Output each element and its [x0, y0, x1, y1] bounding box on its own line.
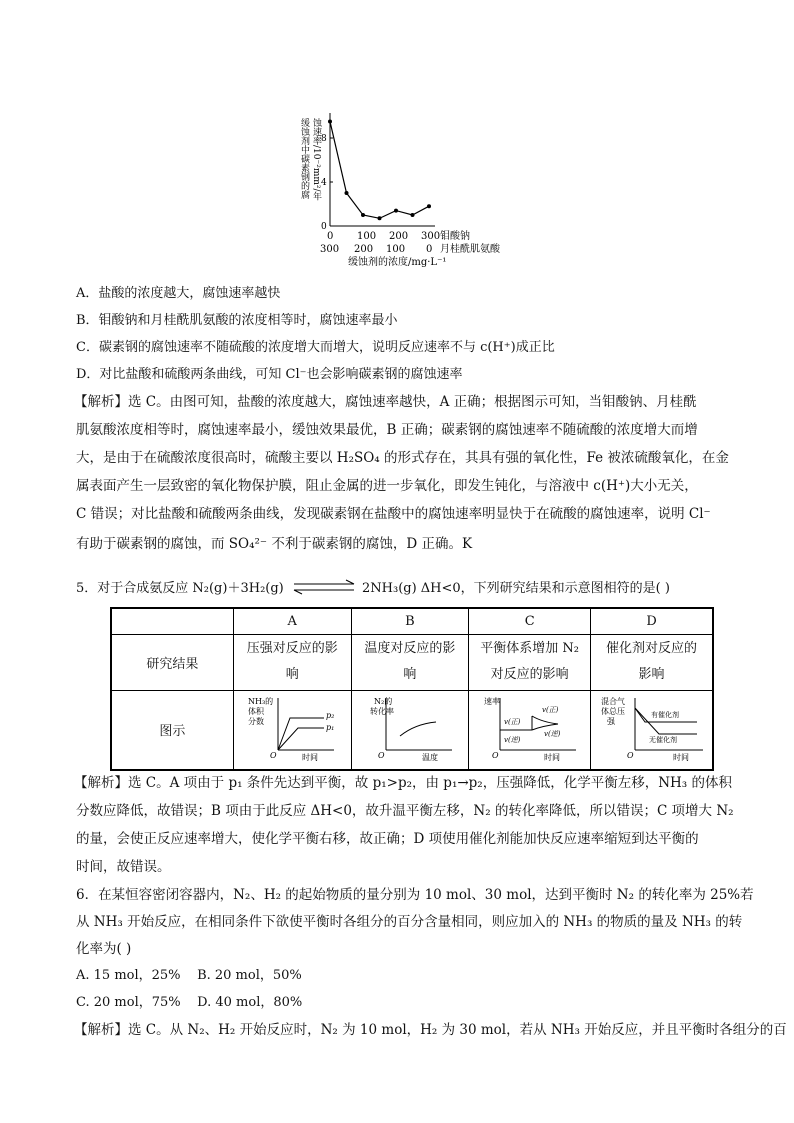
graph-a-p1: p₁ [326, 722, 335, 732]
graph-c-origin: O [491, 750, 499, 760]
y-axis-label-2: 蚀速率/10⁻²mm²/年 [311, 118, 321, 201]
corrosion-series-line [330, 122, 429, 219]
q5-analysis-line-4: 时间，故错误。 [76, 859, 171, 875]
q6-stem-line-1: 6．在某恒容密闭容器内，N₂、H₂ 的起始物质的量分别为 10 mol、30 mol，达到平衡时 N₂ 的转化率为 25%若 [76, 887, 754, 903]
y-tick-label: 4 [321, 178, 327, 188]
data-point [411, 213, 415, 217]
q6-stem-line-3: 化率为( ) [76, 941, 132, 957]
data-point [328, 120, 332, 124]
graph-d-cell [591, 690, 713, 770]
graph-c-vfwd: v(正) [503, 717, 521, 726]
result-a [233, 634, 351, 690]
graph-c-vrev: v(逆) [503, 735, 521, 744]
graph-c [478, 692, 582, 764]
graph-d [597, 692, 707, 764]
graph-b-ylabel-2: 转化率 [369, 706, 394, 716]
q4-analysis-line-5: C 错误；对比盐酸和硫酸两条曲线，发现碳素钢在盐酸中的腐蚀速率明显快于在硫酸的腐蚀速率，说明 Cl⁻ [76, 506, 711, 522]
row-label-result: 研究结果 [111, 634, 233, 690]
graph-c-vfwd2: v(正) [541, 705, 559, 714]
result-c-1: 平衡体系增加 N₂ [480, 641, 580, 656]
result-d [591, 634, 713, 690]
table-header-b: B [351, 608, 469, 634]
graph-c-cell [469, 690, 591, 770]
y-axis-label-1: 缓蚀剂中碳素钢的腐 [299, 118, 309, 199]
q4-option-b: B．钼酸钠和月桂酰肌氨酸的浓度相等时，腐蚀速率最小 [76, 313, 398, 328]
result-b-2: 响 [403, 667, 417, 682]
q5-stem-right: 2NH₃(g) ΔH<0，下列研究结果和示意图相符的是( ) [362, 581, 670, 596]
x-tick-bottom-1: 200 [354, 244, 374, 255]
graph-d-ylabel-3: 强 [606, 716, 615, 726]
q5-analysis-line-3: 的量，会使正反应速率增大，使化学平衡右移，故正确；D 项使用催化剂能加快反应速率缩短到达平衡的 [76, 831, 699, 847]
q4-option-a: A．盐酸的浓度越大，腐蚀速率越快 [76, 286, 281, 301]
graph-b-cell [351, 690, 469, 770]
graph-d-cat: 有催化剂 [650, 710, 679, 719]
x-tick-bottom-0: 300 [320, 244, 340, 255]
graph-a-origin: O [270, 750, 277, 760]
table-header-a: A [233, 608, 351, 634]
result-c-2: 对反应的影响 [490, 667, 569, 682]
q5-stem-left: 5．对于合成氨反应 N₂(g)＋3H₂(g) [76, 581, 284, 596]
row-label-figure: 图示 [111, 690, 233, 770]
table-header-c: C [469, 608, 591, 634]
table-header-d: D [591, 608, 713, 634]
graph-c-ylabel: 速率 [483, 696, 500, 706]
q5-analysis-line-1: 【解析】选 C。A 项由于 p₁ 条件先达到平衡，故 p₁>p₂，由 p₁→p₂，压强降低，化学平衡左移，NH₃ 的体积 [74, 775, 733, 791]
result-d-1: 催化剂对反应的 [606, 641, 698, 656]
graph-a-ylabel-1: NH₃的 [248, 696, 274, 706]
graph-d-ylabel-2: 体总压 [600, 706, 625, 716]
q5-table [110, 607, 714, 771]
data-point [345, 191, 349, 195]
graph-d-nocat: 无催化剂 [648, 735, 677, 744]
q4-analysis-line-4: 属表面产生一层致密的氧化物保护膜，阻止金属的进一步氧化，即发生钝化，与溶液中 c(H⁺)大小无关， [76, 478, 698, 494]
q6-analysis-line-1: 【解析】选 C。从 N₂、H₂ 开始反应时，N₂ 为 10 mol，H₂ 为 30 mol，若从 NH₃ 开始反应，并且平衡时各组分的百 [74, 1022, 787, 1038]
graph-b-ylabel-1: N₂的 [373, 696, 393, 706]
graph-a-ylabel-2: 体积 [248, 706, 265, 716]
series-label-top: 钼酸钠 [440, 231, 470, 242]
result-c [469, 634, 591, 690]
x-tick-top-3: 300 [421, 231, 441, 242]
graph-a-p2-curve [278, 718, 324, 750]
table-header-empty [111, 608, 233, 634]
graph-a-cell [233, 690, 351, 770]
data-point [361, 213, 365, 217]
corrosion-rate-figure [290, 108, 520, 268]
graph-d-origin: O [626, 750, 634, 760]
graph-c-xlabel: 时间 [543, 752, 560, 762]
result-b-1: 温度对反应的影 [364, 641, 456, 656]
graph-b-curve [400, 722, 436, 736]
x-axis-label: 缓蚀剂的浓度/mg·L⁻¹ [348, 257, 447, 268]
q6-options-row-1: A. 15 mol，25% B. 20 mol，50% [76, 968, 302, 983]
q4-analysis-line-1: 【解析】选 C。由图可知，盐酸的浓度越大，腐蚀速率越快，A 正确；根据图示可知，当钼酸钠、月桂酰 [74, 394, 697, 410]
graph-d-xlabel: 时间 [672, 752, 689, 762]
q6-stem-line-2: 从 NH₃ 开始反应，在相同条件下欲使平衡时各组分的百分含量相同，则应加入的 NH₃ 的物质的量及 NH₃ 的转 [76, 914, 743, 930]
result-b [351, 634, 469, 690]
x-tick-top-1: 100 [357, 231, 377, 242]
data-point [394, 209, 398, 213]
x-tick-top-2: 200 [389, 231, 409, 242]
data-point [427, 204, 431, 208]
graph-b-origin: O [377, 750, 385, 760]
x-tick-bottom-3: 0 [426, 244, 433, 255]
result-a-1: 压强对反应的影 [246, 641, 338, 656]
equilibrium-arrow-icon [292, 579, 356, 595]
x-tick-top-0: 0 [327, 231, 334, 242]
q4-analysis-line-2: 肌氨酸浓度相等时，腐蚀速率最小，缓蚀效果最优，B 正确；碳素钢的腐蚀速率不随硫酸的浓度增大而增 [76, 422, 698, 438]
graph-d-ylabel-1: 混合气 [600, 696, 625, 706]
data-point [378, 216, 382, 220]
graph-a-ylabel-3: 分数 [248, 716, 265, 726]
q4-option-d: D．对比盐酸和硫酸两条曲线，可知 Cl⁻也会影响碳素钢的腐蚀速率 [76, 367, 463, 382]
series-label-bottom: 月桂酰肌氨酸 [440, 244, 500, 255]
y-tick-label: 0 [321, 222, 327, 232]
q6-options-row-2: C. 20 mol，75% D. 40 mol，80% [76, 995, 303, 1010]
graph-b-xlabel: 温度 [421, 752, 438, 762]
y-tick-label: 8 [321, 134, 327, 144]
q4-option-c: C．碳素钢的腐蚀速率不随硫酸的浓度增大而增大，说明反应速率不与 c(H⁺)成正比 [76, 340, 555, 355]
graph-a-xlabel: 时间 [302, 752, 319, 762]
graph-b [360, 692, 460, 764]
result-a-2: 响 [285, 667, 299, 682]
x-tick-bottom-2: 100 [386, 244, 406, 255]
q5-analysis-line-2: 分数应降低，故错误；B 项由于此反应 ΔH<0，故升温平衡左移，N₂ 的转化率降低，所以错误；C 项增大 N₂ [76, 803, 734, 819]
result-d-2: 影响 [638, 667, 665, 682]
corrosion-rate-chart [290, 108, 520, 268]
graph-a-p2: p₂ [326, 710, 335, 720]
q4-analysis-line-3: 大，是由于在硫酸浓度很高时，硫酸主要以 H₂SO₄ 的形式存在，其具有强的氧化性，Fe 被浓硫酸氧化，在金 [76, 450, 729, 466]
graph-a [242, 692, 342, 764]
q4-analysis-line-6: 有助于碳素钢的腐蚀，而 SO₄²⁻ 不利于碳素钢的腐蚀，D 正确。K [76, 536, 473, 552]
graph-c-vrev2: v(逆) [543, 729, 561, 738]
